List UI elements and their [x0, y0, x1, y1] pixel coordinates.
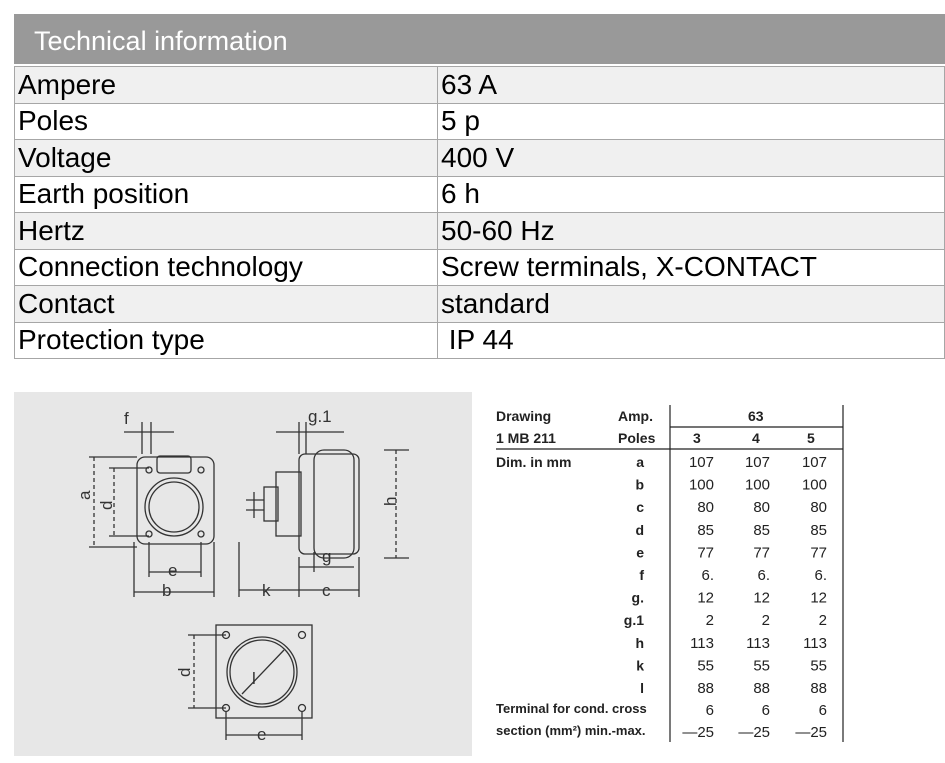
- dim-key: g.: [631, 589, 644, 606]
- dim-value: 6.: [757, 567, 770, 584]
- section-title: Technical information: [34, 26, 288, 56]
- spec-label: Earth position: [15, 176, 438, 213]
- head-drawing: Drawing: [496, 408, 552, 424]
- dim-value: 80: [697, 499, 714, 517]
- terminal-label-2: section (mm²) min.-max.: [496, 723, 646, 738]
- spec-value: 400 V: [438, 140, 945, 177]
- head-poles-4: 4: [752, 430, 760, 446]
- dim-key: l: [640, 680, 644, 696]
- table-row: [15, 213, 945, 250]
- dim-value: 107: [744, 454, 770, 471]
- label-a: a: [75, 490, 94, 500]
- dim-value: 55: [697, 657, 714, 675]
- spec-label: Protection type: [15, 322, 438, 359]
- dimension-table: [496, 405, 845, 745]
- label-d: d: [97, 500, 116, 510]
- dim-value: 12: [753, 589, 770, 607]
- dim-value: 12: [697, 589, 714, 607]
- table-row: [15, 103, 945, 140]
- dim-value: 100: [744, 476, 770, 494]
- label-f: f: [124, 409, 129, 428]
- spec-value: 5 p: [438, 103, 945, 140]
- dim-value: 80: [753, 499, 770, 517]
- dim-value: 2: [761, 612, 770, 630]
- spec-label: Ampere: [15, 67, 438, 104]
- head-poles-3: 3: [693, 430, 701, 446]
- dim-value: 6.: [701, 567, 714, 584]
- dim-key: e: [636, 544, 644, 561]
- terminal-max-3: —25: [682, 724, 714, 741]
- label-b: b: [162, 581, 172, 600]
- dim-value: 6.: [814, 567, 827, 584]
- spec-label: Poles: [15, 103, 438, 140]
- label-c: c: [322, 581, 331, 600]
- label-e-rear: e: [257, 725, 267, 744]
- dimension-table-svg: [496, 405, 845, 745]
- label-e: e: [168, 561, 178, 580]
- dim-value: 85: [753, 521, 770, 539]
- dim-value: 88: [697, 680, 714, 697]
- dim-value: 113: [803, 634, 827, 652]
- spec-value: 50-60 Hz: [438, 213, 945, 250]
- dim-value: 100: [688, 476, 714, 494]
- terminal-max-4: —25: [738, 724, 770, 741]
- head-poles-5: 5: [807, 430, 815, 446]
- spec-value: 63 A: [438, 67, 945, 104]
- label-g: g: [322, 547, 332, 566]
- spec-value: IP 44: [438, 322, 945, 359]
- dim-value: 85: [810, 521, 827, 539]
- terminal-min-5: 6: [818, 702, 827, 719]
- dim-value: 100: [801, 476, 827, 494]
- spec-value: 6 h: [438, 176, 945, 213]
- table-row: [15, 286, 945, 323]
- dim-key: k: [636, 657, 644, 674]
- dim-value: 2: [705, 612, 714, 630]
- dim-value: 2: [818, 612, 827, 630]
- label-g1: g.1: [308, 407, 332, 426]
- table-row: [15, 140, 945, 177]
- side-view: [239, 422, 409, 597]
- dim-key: g.1: [623, 612, 644, 629]
- terminal-min-3: 6: [705, 702, 714, 719]
- label-d-rear: d: [175, 667, 194, 677]
- dim-value: 12: [810, 589, 827, 607]
- dim-value: 77: [810, 544, 827, 562]
- head-amp-value: 63: [748, 408, 764, 424]
- label-l: l: [252, 669, 256, 688]
- head-model: 1 MB 211: [496, 430, 556, 446]
- table-row: [15, 322, 945, 359]
- spec-label: Connection technology: [15, 249, 438, 286]
- head-poles: Poles: [618, 430, 656, 446]
- section-header: [14, 14, 945, 64]
- dim-value: 88: [810, 680, 827, 697]
- dim-value: 55: [810, 657, 827, 675]
- terminal-min-4: 6: [761, 702, 770, 719]
- terminal-label-1: Terminal for cond. cross: [496, 701, 647, 716]
- dim-key: b: [635, 476, 644, 493]
- dim-key: h: [635, 634, 644, 651]
- label-h: h: [381, 496, 400, 506]
- spec-label: Hertz: [15, 213, 438, 250]
- dim-value: 77: [753, 544, 770, 562]
- dim-value: 88: [753, 680, 770, 697]
- spec-label: Voltage: [15, 140, 438, 177]
- spec-table: [14, 66, 945, 359]
- dim-value: 85: [697, 521, 714, 539]
- table-row: [15, 67, 945, 104]
- spec-label: Contact: [15, 286, 438, 323]
- dim-key: c: [636, 499, 644, 516]
- dim-value: 80: [810, 499, 827, 517]
- spec-value: Screw terminals, X-CONTACT: [438, 249, 945, 286]
- unit-label: Dim. in mm: [496, 454, 572, 470]
- dim-value: 113: [690, 634, 714, 652]
- table-row: [15, 176, 945, 213]
- dim-value: 77: [697, 544, 714, 562]
- table-row: [15, 249, 945, 286]
- dim-value: 55: [753, 657, 770, 675]
- head-amp: Amp.: [618, 408, 653, 424]
- dim-key: f: [639, 567, 644, 583]
- dim-value: 113: [746, 634, 770, 652]
- terminal-max-5: —25: [795, 724, 827, 741]
- socket-drawing-svg: [14, 392, 472, 756]
- dim-value: 107: [801, 454, 827, 471]
- dimension-drawing: [14, 392, 472, 756]
- dim-value: 107: [688, 454, 714, 471]
- spec-value: standard: [438, 286, 945, 323]
- label-k: k: [262, 581, 271, 600]
- rear-view: [188, 625, 312, 740]
- dim-key: a: [636, 454, 644, 470]
- dim-key: d: [635, 521, 644, 538]
